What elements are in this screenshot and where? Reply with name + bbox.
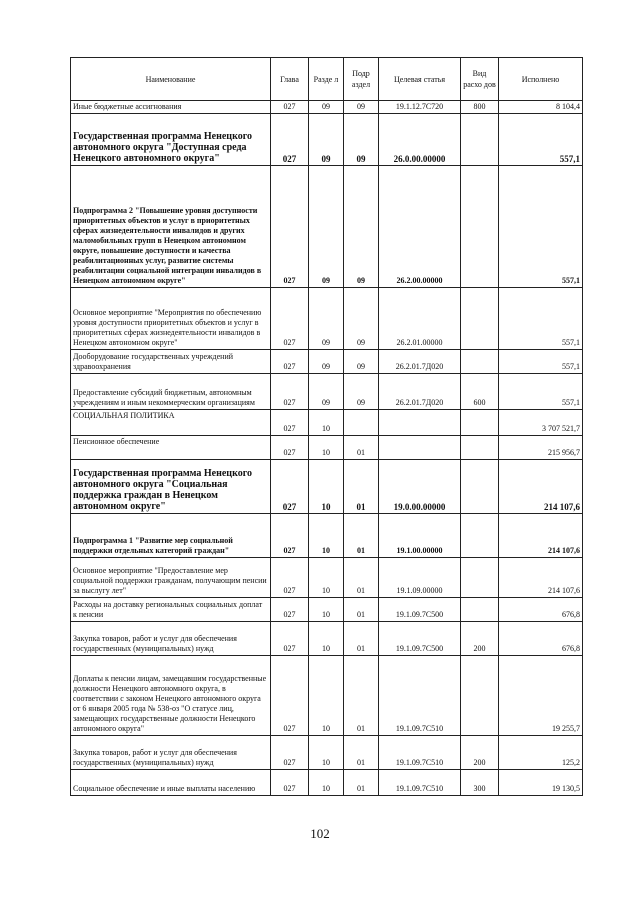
table-row [71,288,583,350]
row-subsection [344,410,379,436]
header-target: Целевая статья [379,58,461,101]
row-name: Основное мероприятие "Предоставление мер социальной поддержки гражданам, получающим пенсии за выслугу лет" [71,558,271,598]
row-target: 19.1.09.00000 [379,558,461,598]
budget-execution-table [70,57,583,796]
row-executed: 3 707 521,7 [499,410,583,436]
row-executed: 19 130,5 [499,770,583,796]
row-target: 19.1.09.7С510 [379,736,461,770]
row-section: 10 [309,656,344,736]
row-chapter: 027 [271,598,309,622]
row-subsection: 09 [344,101,379,114]
row-chapter: 027 [271,114,309,166]
row-section: 10 [309,558,344,598]
table-row [71,410,583,436]
row-expense-type [461,166,499,288]
row-chapter: 027 [271,374,309,410]
row-name: Доплаты к пенсии лицам, замещавшим государственные должности Ненецкого автономного округа, в соответствии с законом Ненецкого автономного округа от 6 января 2005 года № 538-оз "О статусе лиц, замещающих государственные должности Ненецкого автономного округа" [71,656,271,736]
row-name: Закупка товаров, работ и услуг для обеспечения государственных (муниципальных) нужд [71,736,271,770]
table-row [71,558,583,598]
row-chapter: 027 [271,101,309,114]
row-chapter: 027 [271,514,309,558]
row-name: Иные бюджетные ассигнования [71,101,271,114]
row-chapter: 027 [271,288,309,350]
row-target: 19.1.09.7С510 [379,656,461,736]
row-subsection: 09 [344,374,379,410]
table-row [71,374,583,410]
row-subsection: 01 [344,514,379,558]
row-expense-type [461,350,499,374]
row-subsection: 01 [344,558,379,598]
row-section: 10 [309,410,344,436]
row-subsection: 01 [344,622,379,656]
row-expense-type [461,114,499,166]
row-name: Социальное обеспечение и иные выплаты населению [71,770,271,796]
row-subsection: 09 [344,166,379,288]
row-target [379,410,461,436]
header-executed: Исполнено [499,58,583,101]
row-target: 26.2.00.00000 [379,166,461,288]
header-name: Наименование [71,58,271,101]
row-expense-type [461,656,499,736]
table-header-row [71,58,583,101]
row-name: Подпрограмма 2 "Повышение уровня доступности приоритетных объектов и услуг в приоритетных сферах жизнедеятельности инвалидов и других маломобильных групп в Ненецком автономном округе, повышение доступности и качества реабилитационных услуг, развитие системы реабилитации социальной интеграции инвалидов в Ненецком автономном округе" [71,166,271,288]
row-section: 10 [309,622,344,656]
row-subsection: 01 [344,656,379,736]
row-section: 09 [309,101,344,114]
row-subsection: 09 [344,288,379,350]
row-subsection: 01 [344,598,379,622]
row-chapter: 027 [271,350,309,374]
row-expense-type: 300 [461,770,499,796]
row-target: 19.1.09.7С500 [379,598,461,622]
page-number: 102 [310,826,330,841]
row-target: 26.2.01.7Д020 [379,350,461,374]
table-row [71,770,583,796]
row-executed: 557,1 [499,288,583,350]
row-subsection: 01 [344,770,379,796]
row-expense-type [461,460,499,514]
row-target [379,436,461,460]
table-row [71,114,583,166]
row-executed: 215 956,7 [499,436,583,460]
header-chapter: Глава [271,58,309,101]
row-target: 19.1.09.7С500 [379,622,461,656]
row-expense-type [461,598,499,622]
row-executed: 557,1 [499,350,583,374]
row-executed: 557,1 [499,166,583,288]
row-name: Государственная программа Ненецкого автономного округа "Социальная поддержка граждан в Ненецком автономном округе" [71,460,271,514]
row-subsection: 01 [344,460,379,514]
row-executed: 214 107,6 [499,514,583,558]
row-name: Закупка товаров, работ и услуг для обеспечения государственных (муниципальных) нужд [71,622,271,656]
row-chapter: 027 [271,410,309,436]
row-name: Предоставление субсидий бюджетным, автономным учреждениям и иным некоммерческим организациям [71,374,271,410]
row-name: Основное мероприятие "Мероприятия по обеспечению уровня доступности приоритетных объектов и услуг в приоритетных сферах жизнедеятельности инвалидов в Ненецком автономном округе" [71,288,271,350]
row-chapter: 027 [271,770,309,796]
table-row [71,101,583,114]
row-name: Подпрограмма 1 "Развитие мер социальной поддержки отдельных категорий граждан" [71,514,271,558]
table-row [71,350,583,374]
row-subsection: 01 [344,436,379,460]
row-name: Расходы на доставку региональных социальных доплат к пенсии [71,598,271,622]
row-target: 26.0.00.00000 [379,114,461,166]
row-name: Дооборудование государственных учреждений здравоохранения [71,350,271,374]
row-name: СОЦИАЛЬНАЯ ПОЛИТИКА [71,410,271,436]
row-expense-type: 600 [461,374,499,410]
header-section: Разде л [309,58,344,101]
row-chapter: 027 [271,622,309,656]
table-row [71,598,583,622]
row-executed: 557,1 [499,374,583,410]
row-chapter: 027 [271,460,309,514]
row-section: 10 [309,598,344,622]
row-subsection: 01 [344,736,379,770]
header-expense-type: Вид расхо дов [461,58,499,101]
row-chapter: 027 [271,558,309,598]
row-executed: 8 104,4 [499,101,583,114]
table-row [71,514,583,558]
row-expense-type [461,514,499,558]
table-row [71,436,583,460]
header-subsection: Подр аздел [344,58,379,101]
row-target: 19.1.00.00000 [379,514,461,558]
row-chapter: 027 [271,436,309,460]
row-subsection: 09 [344,114,379,166]
row-section: 10 [309,514,344,558]
row-section: 10 [309,460,344,514]
row-subsection: 09 [344,350,379,374]
table-row [71,166,583,288]
row-executed: 557,1 [499,114,583,166]
row-target: 19.0.00.00000 [379,460,461,514]
row-executed: 125,2 [499,736,583,770]
row-executed: 676,8 [499,598,583,622]
table-row [71,622,583,656]
row-section: 09 [309,288,344,350]
row-section: 10 [309,436,344,460]
row-chapter: 027 [271,656,309,736]
table-row [71,656,583,736]
row-chapter: 027 [271,166,309,288]
row-expense-type [461,288,499,350]
row-executed: 676,8 [499,622,583,656]
row-executed: 19 255,7 [499,656,583,736]
row-expense-type [461,410,499,436]
row-section: 09 [309,114,344,166]
row-section: 09 [309,166,344,288]
row-expense-type: 200 [461,622,499,656]
row-expense-type: 200 [461,736,499,770]
row-target: 26.2.01.7Д020 [379,374,461,410]
row-section: 10 [309,736,344,770]
row-section: 09 [309,350,344,374]
row-chapter: 027 [271,736,309,770]
row-name: Пенсионное обеспечение [71,436,271,460]
row-target: 26.2.01.00000 [379,288,461,350]
row-executed: 214 107,6 [499,558,583,598]
table-row [71,736,583,770]
row-expense-type [461,558,499,598]
row-section: 09 [309,374,344,410]
row-name: Государственная программа Ненецкого автономного округа "Доступная среда Ненецкого автономного округа" [71,114,271,166]
row-expense-type: 800 [461,101,499,114]
row-target: 19.1.12.7С720 [379,101,461,114]
row-section: 10 [309,770,344,796]
row-expense-type [461,436,499,460]
table-row [71,460,583,514]
row-target: 19.1.09.7С510 [379,770,461,796]
row-executed: 214 107,6 [499,460,583,514]
